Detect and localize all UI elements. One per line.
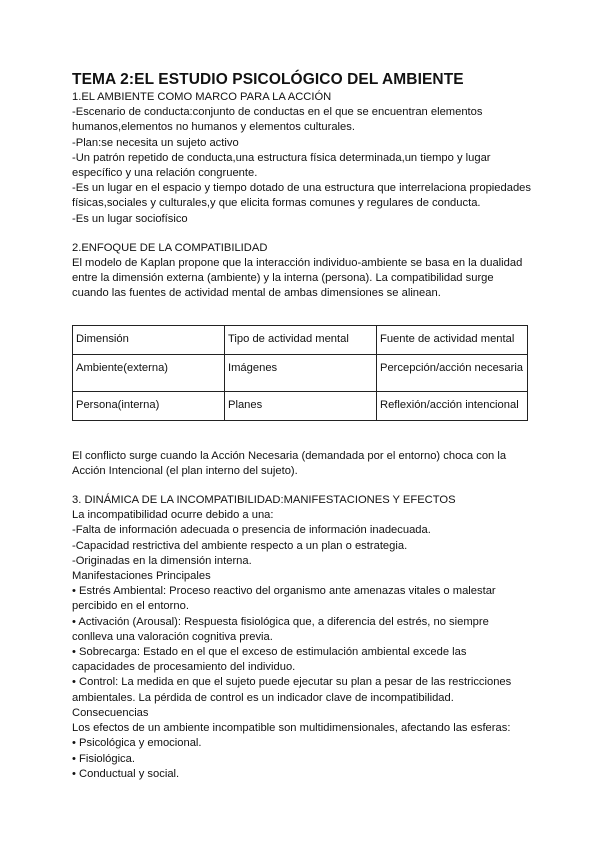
- text-line: Acción Intencional (el plan interno del sujeto).: [72, 464, 298, 477]
- text-line: -Originadas en la dimensión interna.: [72, 554, 252, 567]
- text-line: -Escenario de conducta:conjunto de conductas en el que se encuentran elementos: [72, 106, 483, 119]
- table-header-row: [73, 325, 528, 354]
- section-3: [72, 493, 532, 782]
- bullet-line: • Estrés Ambiental: Proceso reactivo del organismo ante amenazas vitales o malestar: [72, 585, 496, 598]
- section-3-heading: 3. DINÁMICA DE LA INCOMPATIBILIDAD:MANIFESTACIONES Y EFECTOS: [72, 494, 456, 507]
- section-1-heading: 1.EL AMBIENTE COMO MARCO PARA LA ACCIÓN: [72, 91, 332, 103]
- table-header-cell: Dimensión: [73, 325, 225, 354]
- bullet-line: • Fisiológica.: [72, 752, 135, 765]
- text-line: ambientales. La pérdida de control es un indicador clave de incompatibilidad.: [72, 691, 454, 704]
- table-header-cell: Fuente de actividad mental: [377, 325, 528, 354]
- text-line: entre la dimensión externa (ambiente) y la interna (persona). La compatibilidad surge: [72, 272, 494, 285]
- section-2-heading: 2.ENFOQUE DE LA COMPATIBILIDAD: [72, 241, 268, 254]
- text-line: humanos,elementos no humanos y elementos culturales.: [72, 121, 355, 134]
- text-line: capacidades de procesamiento del individuo.: [72, 661, 296, 674]
- section-2: [72, 241, 532, 479]
- text-line: El conflicto surge cuando la Acción Necesaria (demandada por el entorno) choca con la: [72, 449, 507, 462]
- table-header-cell: Tipo de actividad mental: [225, 325, 377, 354]
- compatibility-table-wrap: [72, 325, 532, 421]
- text-line: -Falta de información adecuada o presencia de información inadecuada.: [72, 524, 431, 537]
- text-line: conlleva una valoración cognitiva previa.: [72, 630, 273, 643]
- text-line: -Un patrón repetido de conducta,una estructura física determinada,un tiempo y lugar: [72, 151, 491, 164]
- subheading: Consecuencias: [72, 706, 149, 719]
- document-title: TEMA 2:EL ESTUDIO PSICOLÓGICO DEL AMBIENTE: [72, 71, 464, 88]
- text-line: -Es un lugar en el espacio y tiempo dotado de una estructura que interrelaciona propiedades: [72, 182, 531, 195]
- compatibility-table: [72, 325, 528, 421]
- table-cell: Imágenes: [225, 354, 377, 391]
- text-line: -Capacidad restrictiva del ambiente respecto a un plan o estrategia.: [72, 539, 408, 552]
- text-line: físicas,sociales y culturales,y que elicita formas comunes y regulares de conducta.: [72, 197, 481, 210]
- text-line: -Plan:se necesita un sujeto activo: [72, 136, 239, 149]
- document-page: [72, 70, 532, 782]
- table-cell: Reflexión/acción intencional: [377, 391, 528, 420]
- bullet-line: • Psicológica y emocional.: [72, 737, 202, 750]
- text-line: Los efectos de un ambiente incompatible son multidimensionales, afectando las esferas:: [72, 722, 511, 735]
- text-line: El modelo de Kaplan propone que la interacción individuo-ambiente se basa en la dualidad: [72, 257, 523, 270]
- text-line: específico y una relación congruente.: [72, 167, 258, 180]
- table-cell: Planes: [225, 391, 377, 420]
- text-line: La incompatibilidad ocurre debido a una:: [72, 509, 274, 522]
- section-1: [72, 90, 532, 227]
- text-line: -Es un lugar sociofísico: [72, 212, 188, 225]
- bullet-line: • Activación (Arousal): Respuesta fisiológica que, a diferencia del estrés, no siempre: [72, 615, 489, 628]
- text-line: cuando las fuentes de actividad mental de ambas dimensiones se alinean.: [72, 287, 441, 300]
- subheading: Manifestaciones Principales: [72, 570, 211, 583]
- table-cell: Ambiente(externa): [73, 354, 225, 391]
- table-cell: Percepción/acción necesaria: [377, 354, 528, 391]
- table-row: [73, 391, 528, 420]
- table-cell: Persona(interna): [73, 391, 225, 420]
- text-line: percibido en el entorno.: [72, 600, 189, 613]
- bullet-line: • Conductual y social.: [72, 767, 180, 780]
- bullet-line: • Sobrecarga: Estado en el que el exceso de estimulación ambiental excede las: [72, 646, 467, 659]
- table-row: [73, 354, 528, 391]
- bullet-line: • Control: La medida en que el sujeto puede ejecutar su plan a pesar de las restricciones: [72, 676, 512, 689]
